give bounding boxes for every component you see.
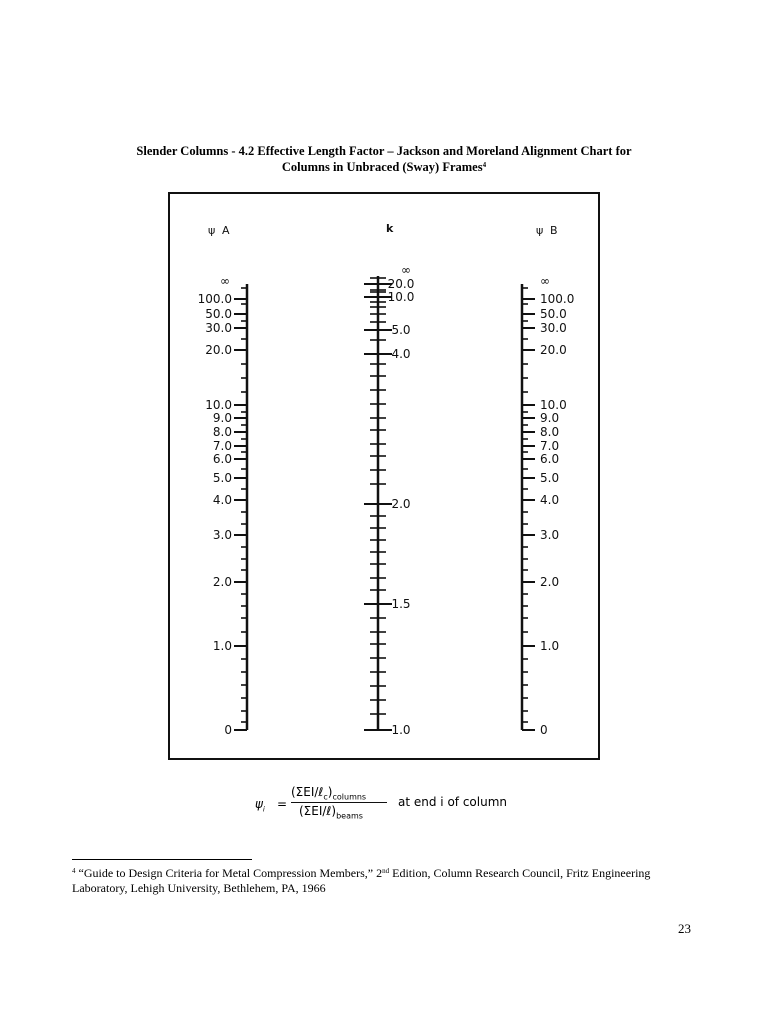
right-scale-label: 8.0 (540, 425, 560, 439)
formula-fraction-bar (291, 802, 387, 803)
title-footnote-ref: 4 (482, 161, 487, 169)
right-scale-label: 10.0 (540, 398, 567, 412)
psi-formula (255, 785, 555, 825)
alignment-chart (168, 192, 600, 760)
title-line-2: Columns in Unbraced (Sway) Frames (281, 160, 483, 174)
psi-a-header: ψ (208, 224, 216, 237)
alignment-chart-svg (170, 194, 602, 762)
right-scale-label: 2.0 (540, 575, 560, 589)
title-line-1: Slender Columns - 4.2 Effective Length Factor – Jackson and Moreland Alignment Chart for (136, 144, 632, 158)
left-scale-label: 20.0 (205, 343, 232, 357)
formula-equals: = (277, 797, 288, 811)
footnote (72, 866, 692, 896)
formula-psi: $\psi_i$ (255, 797, 265, 814)
formula-denominator: $(\Sigma EI/\ell)_{beams}$ (299, 804, 363, 821)
right-scale-label: 4.0 (540, 493, 560, 507)
right-scale-label: 50.0 (540, 307, 567, 321)
left-scale-label: 5.0 (212, 471, 232, 485)
left-scale-label: 4.0 (212, 493, 232, 507)
k-scale-label: 2.0 (391, 497, 411, 511)
left-scale-label: 30.0 (205, 321, 232, 335)
k-scale-label: 5.0 (391, 323, 411, 337)
footnote-sup: nd (382, 867, 390, 875)
formula-description: at end i of column (398, 795, 507, 809)
left-scale-label: 0 (224, 723, 232, 737)
k-scale-label: ∞ (401, 263, 411, 277)
left-scale-label: 2.0 (212, 575, 232, 589)
right-scale-label: ∞ (540, 274, 550, 288)
footnote-marker: 4 (72, 867, 76, 875)
right-scale-label: 100.0 (540, 292, 575, 306)
right-scale-label: 20.0 (540, 343, 567, 357)
k-scale-label: 1.0 (391, 723, 411, 737)
k-scale-label: 10.0 (387, 290, 415, 304)
left-scale-label: 100.0 (197, 292, 232, 306)
k-scale-label: 1.5 (391, 597, 411, 611)
left-scale-label: 9.0 (212, 411, 232, 425)
right-scale-label: 0 (540, 723, 548, 737)
left-scale-label: 6.0 (212, 452, 232, 466)
psi-b-subscript: B (550, 224, 558, 237)
footnote-text-1: “Guide to Design Criteria for Metal Compression Members,” 2 (75, 866, 383, 880)
left-scale-label: ∞ (220, 274, 230, 288)
right-scale-label: 6.0 (540, 452, 560, 466)
page-title (60, 143, 708, 175)
page-number: 23 (678, 921, 691, 936)
right-scale-label: 30.0 (540, 321, 567, 335)
psi-a-subscript: A (222, 224, 230, 237)
k-header: k (386, 222, 394, 235)
left-scale-label: 7.0 (212, 439, 232, 453)
right-scale-label: 9.0 (540, 411, 560, 425)
right-scale-label: 1.0 (540, 639, 560, 653)
right-scale-label: 3.0 (540, 528, 560, 542)
left-scale-label: 3.0 (212, 528, 232, 542)
k-scale-label: 4.0 (391, 347, 411, 361)
right-scale-label: 5.0 (540, 471, 560, 485)
formula-numerator: $(\Sigma EI/\ell_c)_{columns}$ (291, 785, 367, 802)
k-scale-label: 20.0 (387, 277, 415, 291)
psi-b-header: ψ (536, 224, 544, 237)
left-scale-label: 10.0 (205, 398, 232, 412)
footnote-text-2: Edition, Column Research Council, Fritz Engineering Laboratory, Lehigh University, Bethlehem, PA, 1966 (72, 866, 651, 895)
left-scale-label: 1.0 (212, 639, 232, 653)
left-scale-label: 50.0 (205, 307, 232, 321)
left-scale-label: 8.0 (212, 425, 232, 439)
footnote-divider (72, 859, 252, 860)
right-scale-label: 7.0 (540, 439, 560, 453)
